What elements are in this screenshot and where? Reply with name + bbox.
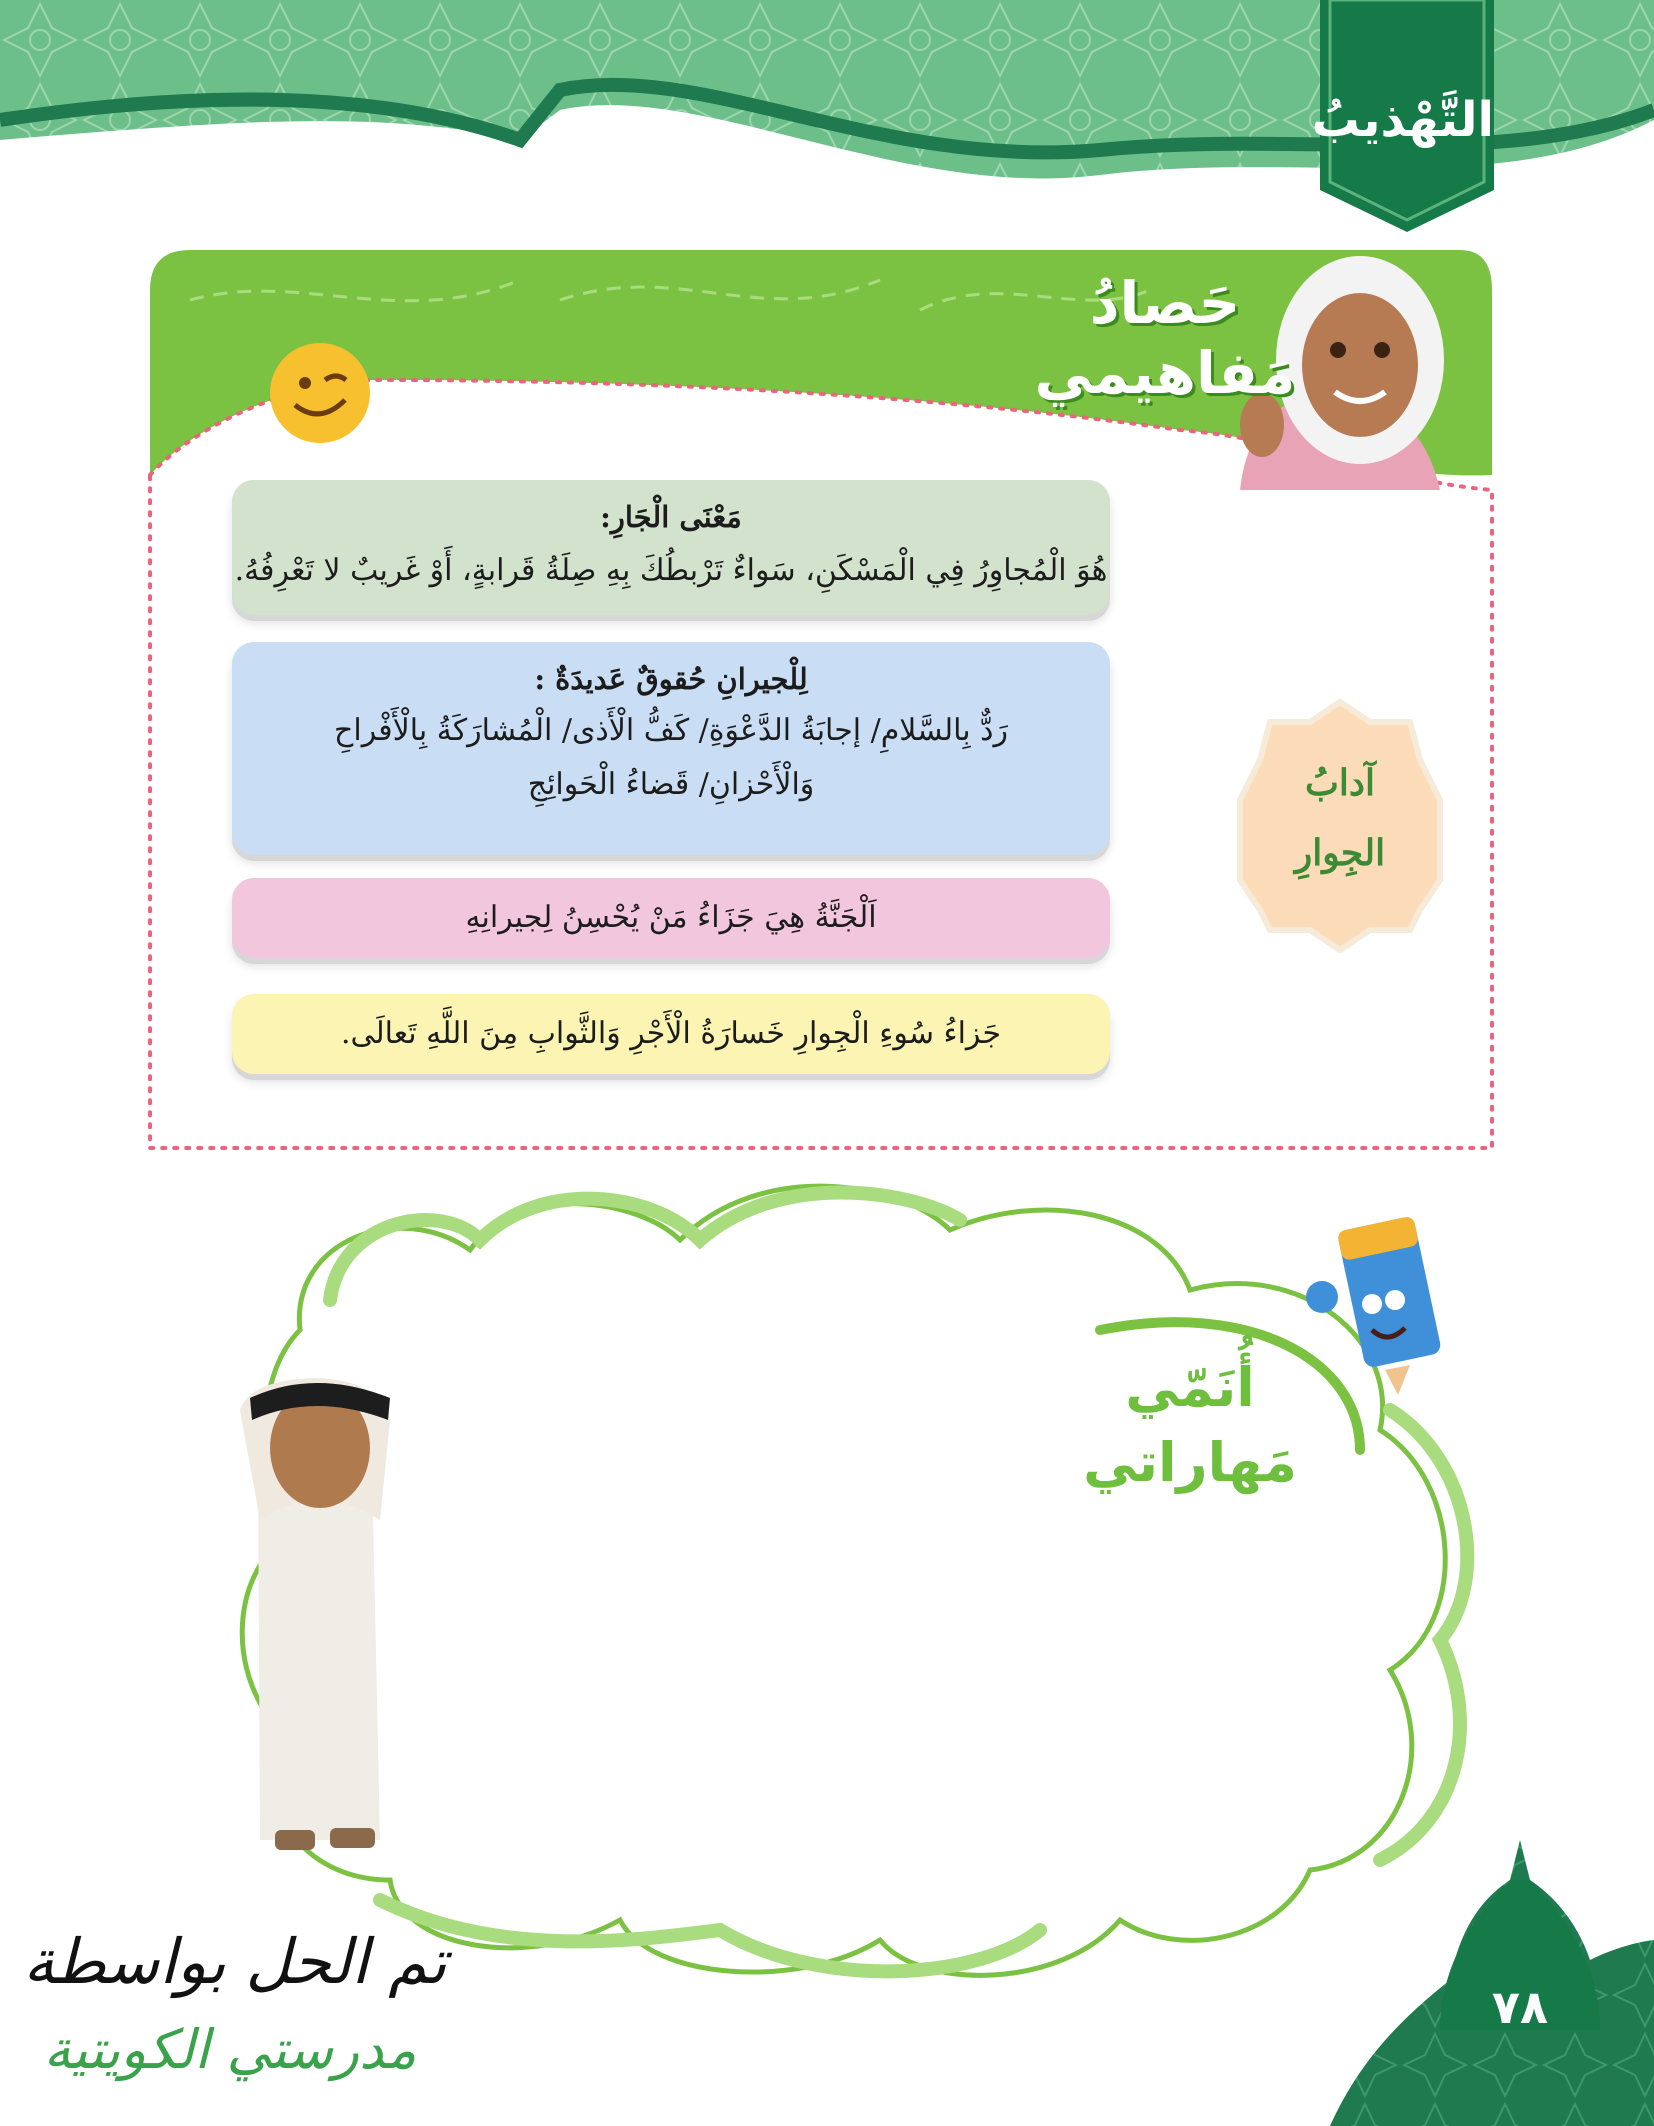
subject-tab (1311, 0, 1494, 235)
topic-badge-line2: الجِوارِ (1294, 832, 1386, 874)
bad-neighbor-penalty-text: جَزاءُ سُوءِ الْجِوارِ خَسارَةُ الْأَجْرِ وَالثَّوابِ مِنَ اللَّهِ تَعالَى. (340, 1016, 1002, 1051)
neighbor-rights-heading: لِلْجيرانِ حُقوقٌ عَديدَةٌ : (534, 662, 808, 696)
neighbor-meaning-text: هُوَ الْمُجاوِرُ فِي الْمَسْكَنِ، سَواءٌ تَرْبطُكَ بِهِ صِلَةُ قَرابةٍ، أَوْ غَريبٌ لا تَعْرِفُهُ. (234, 553, 1108, 588)
watermark-line1: تم الحل بواسطة (23, 1925, 447, 1998)
topic-badge-line1: آدابُ (1305, 762, 1375, 804)
skills-section-title (1070, 1350, 1310, 1500)
concepts-title-line2: مَفاهيمي (1034, 339, 1296, 407)
paradise-reward-text: اَلْجَنَّةُ هِيَ جَزَاءُ مَنْ يُحْسِنُ لِجيرانِهِ (465, 900, 877, 935)
paradise-reward-box (232, 878, 1110, 958)
topic-badge (1240, 700, 1440, 940)
neighbor-rights-line1: رَدٌّ بِالسَّلامِ/ إجابَةُ الدَّعْوَةِ/ كَفُّ الْأَذى/ الْمُشارَكَةُ بِالْأَفْراحِ (334, 713, 1008, 748)
neighbor-rights-line2: وَالْأَحْزانِ/ قَضاءُ الْحَوائِجِ (527, 767, 815, 802)
concepts-section-title (1030, 268, 1300, 408)
boy-illustration (240, 1378, 390, 1850)
concepts-title-line1: حَصادُ (1089, 269, 1241, 337)
skills-title-line2: مَهاراتي (1083, 1431, 1297, 1494)
watermark-line2: مدرستي الكويتية (43, 2018, 417, 2081)
neighbor-meaning-box (232, 480, 1110, 615)
skills-cloud (242, 1186, 1467, 1975)
neighbor-rights-box (232, 642, 1110, 855)
wink-emoji-icon (270, 343, 370, 443)
bad-neighbor-penalty-box (232, 994, 1110, 1074)
subject-title: التَّهْذيبُ (1311, 92, 1494, 148)
page-number: ٧٨ (1491, 1980, 1549, 2034)
skills-title-line1: أُنَمّي (1125, 1356, 1255, 1419)
neighbor-meaning-heading: مَعْنَى الْجَارِ: (600, 500, 742, 534)
